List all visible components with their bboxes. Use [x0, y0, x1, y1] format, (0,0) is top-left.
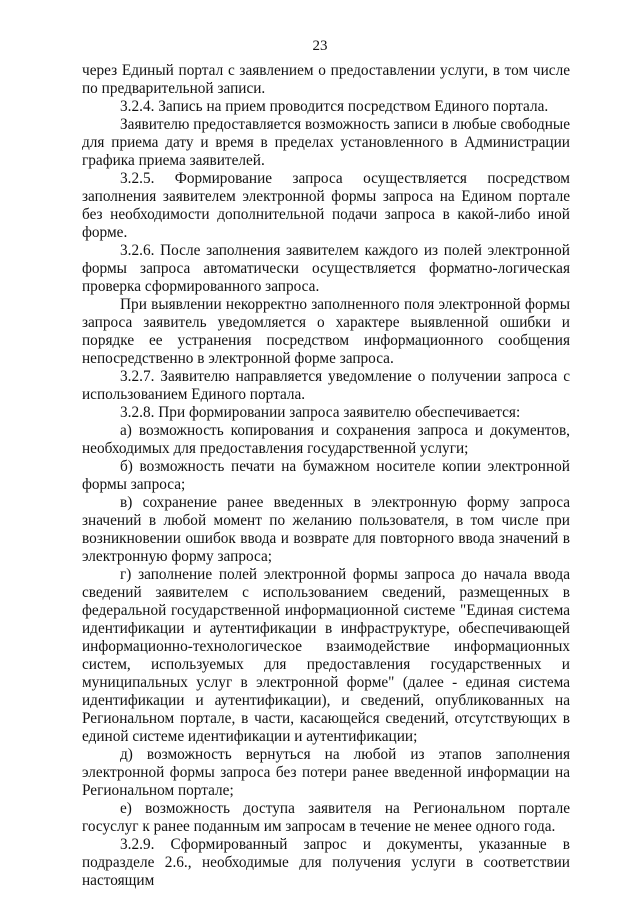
- list-item-a: а) возможность копирования и сохранения запроса и документов, необходимых для предоставления государственной услуги;: [82, 422, 570, 457]
- paragraph-3-2-9: 3.2.9. Сформированный запрос и документы, указанные в подразделе 2.6., необходимые для получения услуги в соответствии настоящим: [82, 836, 570, 889]
- paragraph-3-2-4: 3.2.4. Запись на прием проводится посредством Единого портала.: [120, 98, 549, 115]
- list-item-v: в) сохранение ранее введенных в электронную форму запроса значений в любой момент по желанию пользователя, в том числе при возникновении ошибок ввода и возврате для повторного ввода значений в электронную форму запроса;: [82, 494, 570, 565]
- paragraph-3-2-6: 3.2.6. После заполнения заявителем каждого из полей электронной формы запроса автоматически осуществляется форматно-логическая проверка сформированного запроса.: [82, 242, 570, 295]
- paragraph-3-2-5: 3.2.5. Формирование запроса осуществляется посредством заполнения заявителем электронной формы запроса на Едином портале без необходимости дополнительной подачи запроса в какой-либо иной форме.: [82, 170, 570, 241]
- paragraph-continuation: через Единый портал с заявлением о предоставлении услуги, в том числе по предварительной записи.: [82, 62, 570, 97]
- paragraph-3-2-7: 3.2.7. Заявителю направляется уведомление о получении запроса с использованием Единого портала.: [82, 368, 570, 403]
- list-item-d: д) возможность вернуться на любой из этапов заполнения электронной формы запроса без потери ранее введенной информации на Региональном портале;: [82, 746, 570, 799]
- paragraph-error-notice: При выявлении некорректно заполненного поля электронной формы запроса заявитель уведомляется о характере выявленной ошибки и порядке ее устранения посредством информационного сообщения непосредственно в электронной форме запроса.: [82, 296, 570, 367]
- page-number: 23: [312, 38, 328, 54]
- list-item-e: е) возможность доступа заявителя на Региональном портале госуслуг к ранее поданным им запросам в течение не менее одного года.: [82, 800, 570, 835]
- paragraph-3-2-8: 3.2.8. При формировании запроса заявителю обеспечивается:: [120, 404, 521, 421]
- list-item-g: г) заполнение полей электронной формы запроса до начала ввода сведений заявителем с использованием сведений, размещенных в федеральной государственной информационной системе "Единая система идентификации и аутентификации в инфраструктуре, обеспечивающей информационно-технологическое взаимодействие информационных систем, используемых для предоставления государственных и муниципальных услуг в электронной форме" (далее - единая система идентификации и аутентификации), и сведений, опубликованных на Региональном портале, в части, касающейся сведений, отсутствующих в единой системе идентификации и аутентификации;: [82, 566, 570, 745]
- paragraph-appointment: Заявителю предоставляется возможность записи в любые свободные для приема дату и время в пределах установленного в Администрации графика приема заявителей.: [82, 116, 570, 169]
- list-item-b: б) возможность печати на бумажном носителе копии электронной формы запроса;: [82, 458, 570, 493]
- document-body: [82, 62, 570, 890]
